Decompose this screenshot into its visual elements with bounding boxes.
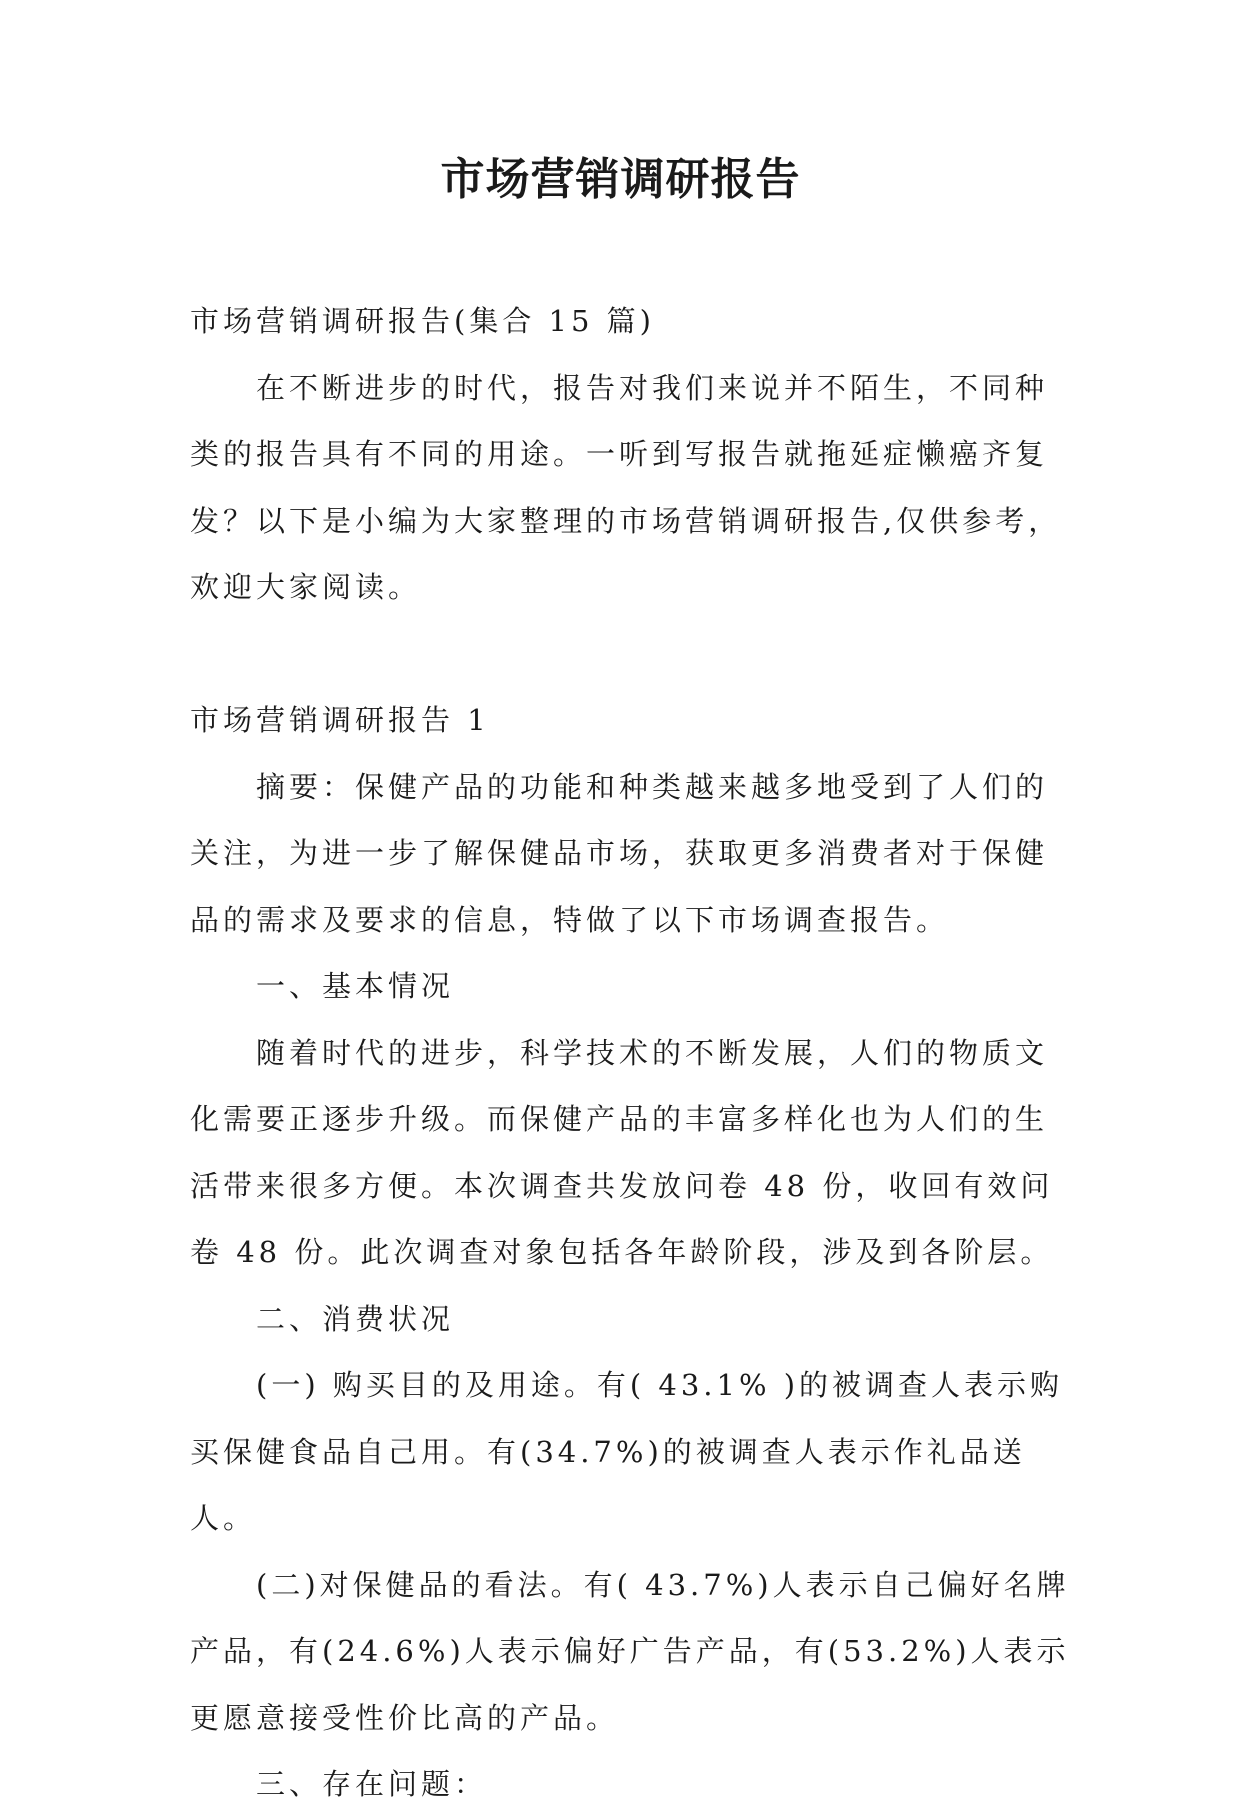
heading-basic-situation: 一、基本情况 <box>256 969 455 1003</box>
document-subtitle: 市场营销调研报告(集合 15 篇) <box>190 304 655 338</box>
intro-paragraph: 在不断进步的时代，报告对我们来说并不陌生，不同种类的报告具有不同的用途。一听到写报告就拖延症懒癌齐复发？以下是小编为大家整理的市场营销调研报告,仅供参考，欢迎大家阅读。 <box>190 370 1062 604</box>
document-body <box>190 288 1070 1818</box>
page-title: 市场营销调研报告 <box>440 154 801 205</box>
basic-situation-paragraph: 随着时代的进步，科学技术的不断发展，人们的物质文化需要正逐步升级。而保健产品的丰富多样化也为人们的生活带来很多方便。本次调查共发放问卷 48 份，收回有效问卷 48 份。此次调查对象包括各年龄阶段，涉及到各阶层。 <box>190 1035 1054 1269</box>
heading-existing-problems: 三、存在问题： <box>256 1767 488 1801</box>
section-heading: 市场营销调研报告 1 <box>190 703 490 737</box>
purchase-purpose-paragraph: (一) 购买目的及用途。有( 43.1% )的被调查人表示购买保健食品自己用。有(34.7%)的被调查人表示作礼品送人。 <box>190 1368 1064 1535</box>
opinion-paragraph: (二)对保健品的看法。有( 43.7%)人表示自己偏好名牌产品，有(24.6%)人表示偏好广告产品，有(53.2%)人表示更愿意接受性价比高的产品。 <box>190 1567 1070 1735</box>
paragraph-spacer <box>190 621 1070 688</box>
abstract-paragraph: 摘要：保健产品的功能和种类越来越多地受到了人们的关注，为进一步了解保健品市场，获取更多消费者对于保健品的需求及要求的信息，特做了以下市场调查报告。 <box>190 769 1049 937</box>
heading-consumption-status: 二、消费状况 <box>256 1301 455 1336</box>
